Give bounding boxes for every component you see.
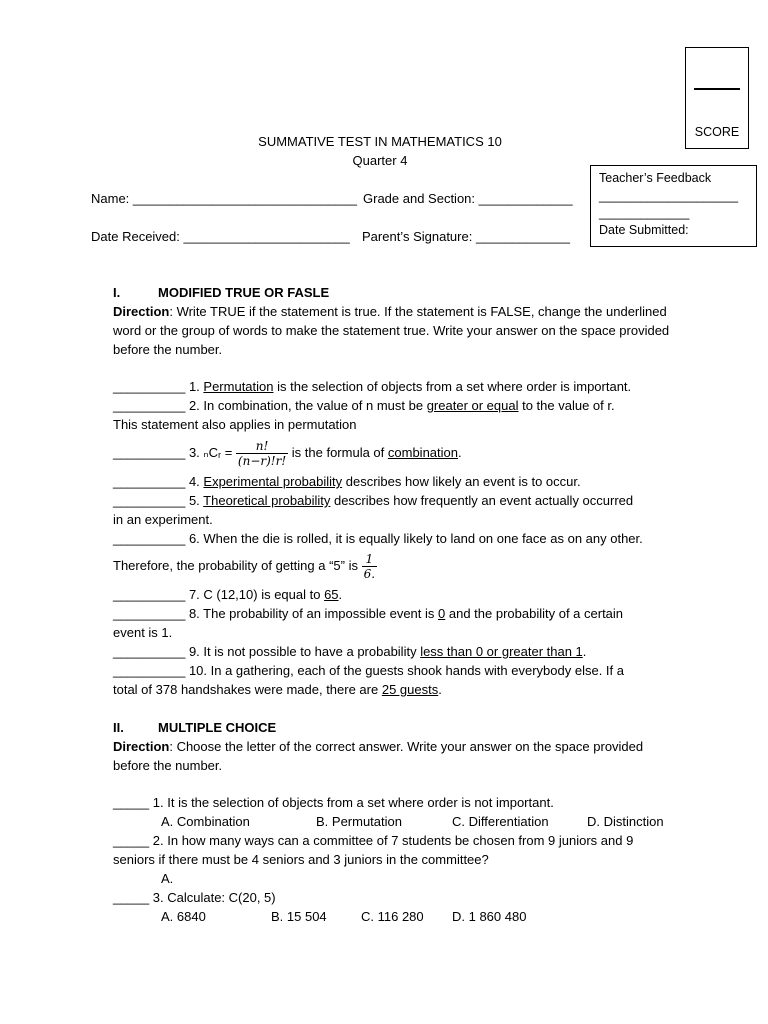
tf-item-7: __________ 7. C (12,10) is equal to 65. xyxy=(113,587,343,602)
tf-item-10-cont: total of 378 handshakes were made, there are 25 guests. xyxy=(113,682,442,697)
date-submitted-label: Date Submitted: xyxy=(599,223,689,237)
section2-number: II. xyxy=(113,720,124,735)
mc-item-3-option-b: B. 15 504 xyxy=(271,909,327,924)
tf-item-2-cont: This statement also applies in permutation xyxy=(113,417,357,432)
test-title: SUMMATIVE TEST IN MATHEMATICS 10 xyxy=(258,134,502,149)
tf-item-8-cont: event is 1. xyxy=(113,625,173,640)
teacher-feedback-box xyxy=(590,165,757,247)
tf-item-5-cont: in an experiment. xyxy=(113,512,213,527)
tf-item-6: __________ 6. When the die is rolled, it is equally likely to land on one face as on any other. xyxy=(113,531,643,546)
tf-item-8: __________ 8. The probability of an impossible event is 0 and the probability of a certain xyxy=(113,606,624,621)
score-box xyxy=(685,47,749,149)
score-label: SCORE xyxy=(694,125,740,139)
section1-title: MODIFIED TRUE OR FASLE xyxy=(158,285,330,300)
section2-direction: Direction: Choose the letter of the correct answer. Write your answer on the space provided before the number. xyxy=(113,739,644,773)
mc-item-1-option-d: D. Distinction xyxy=(587,814,664,829)
mc-item-3-option-d: D. 1 860 480 xyxy=(452,909,527,924)
score-blank-line xyxy=(694,88,740,90)
section1-direction: Direction: Write TRUE if the statement is true. If the statement is FALSE, change the underlined word or the group of words to make the statement true. Write your answer on the space provided before the number. xyxy=(113,304,670,357)
mc-item-3-option-c: C. 116 280 xyxy=(361,909,424,924)
probability-fraction: $\frac{1}{6.}$ xyxy=(363,552,376,582)
feedback-line-1: ____________________ xyxy=(599,189,739,203)
name-field: Name: _______________________________ xyxy=(91,191,358,206)
tf-item-5: __________ 5. Theoretical probability describes how frequently an event actually occurred xyxy=(113,493,634,508)
mc-item-1-option-a: A. Combination xyxy=(161,814,250,829)
combination-formula-fraction: $\frac{n!}{(n-r)!r!}$ xyxy=(237,439,287,469)
feedback-line-2: _____________ xyxy=(599,206,690,220)
mc-item-2: _____ 2. In how many ways can a committee of 7 students be chosen from 9 juniors and 9 xyxy=(113,833,634,848)
tf-item-9: __________ 9. It is not possible to have a probability less than 0 or greater than 1. xyxy=(113,644,587,659)
tf-item-4: __________ 4. Experimental probability describes how likely an event is to occur. xyxy=(113,474,581,489)
tf-item-3: __________ 3. ₙCᵣ = $\frac{n!}{(n-r)!r!}$ is the formula of combination. xyxy=(113,439,462,469)
section2-title: MULTIPLE CHOICE xyxy=(158,720,277,735)
mc-item-3-option-a: A. 6840 xyxy=(161,909,206,924)
parent-signature-field: Parent’s Signature: _____________ xyxy=(362,229,570,244)
mc-item-1-option-c: C. Differentiation xyxy=(452,814,549,829)
mc-item-2-cont: seniors if there must be 4 seniors and 3 juniors in the committee? xyxy=(113,852,489,867)
test-subtitle: Quarter 4 xyxy=(352,153,408,168)
mc-item-3: _____ 3. Calculate: C(20, 5) xyxy=(113,890,276,905)
tf-item-6-cont: Therefore, the probability of getting a “5” is $\frac{1}{6.}$ xyxy=(113,552,376,582)
mc-item-1-option-b: B. Permutation xyxy=(316,814,402,829)
mc-item-1: _____ 1. It is the selection of objects from a set where order is not important. xyxy=(113,795,554,810)
grade-section-field: Grade and Section: _____________ xyxy=(363,191,573,206)
feedback-title: Teacher’s Feedback xyxy=(599,171,712,185)
mc-item-2-option-a: A. xyxy=(161,871,174,886)
tf-item-1: __________ 1. Permutation is the selection of objects from a set where order is important. xyxy=(113,379,632,394)
section1-number: I. xyxy=(113,285,121,300)
tf-item-10: __________ 10. In a gathering, each of the guests shook hands with everybody else. If a xyxy=(113,663,624,678)
tf-item-2: __________ 2. In combination, the value of n must be greater or equal to the value of r. xyxy=(113,398,615,413)
date-received-field: Date Received: _______________________ xyxy=(91,229,350,244)
